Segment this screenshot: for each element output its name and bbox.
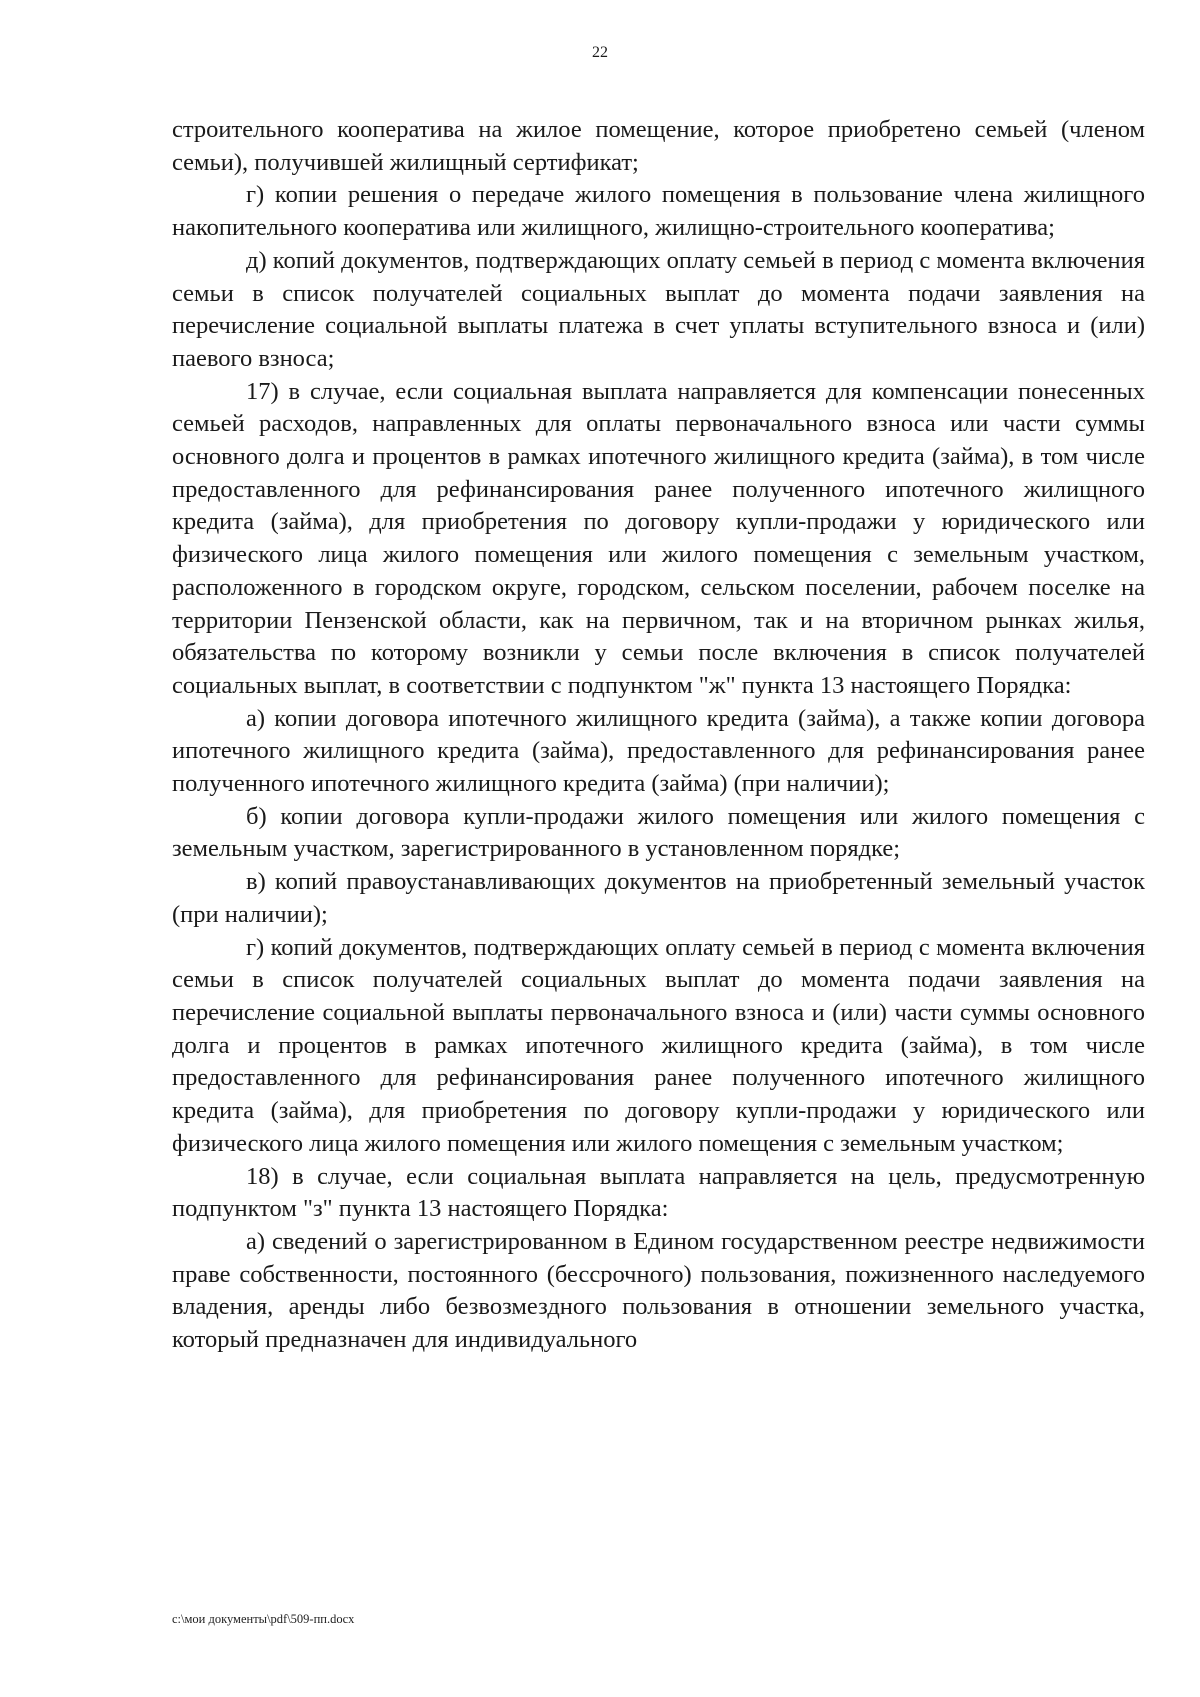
paragraph: а) сведений о зарегистрированном в Едином государственном реестре недвижимости праве собственности, постоянного (бессрочного) пользования, пожизненного наследуемого владения, аренды либо безвозмездного пользования в отношении земельного участка, который предназначен для индивидуального: [172, 1227, 1145, 1354]
paragraph: 17) в случае, если социальная выплата направляется для компенсации понесенных семьей расходов, направленных для оплаты первоначального взноса или части суммы основного долга и процентов в рамках ипотечного жилищного кредита (займа), в том числе предоставленного для рефинансирования ранее полученного ипотечного жилищного кредита (займа), для приобретения по договору купли-продажи у юридического или физического лица жилого помещения или жилого помещения с земельным участком, расположенного в городском округе, городском, сельском поселении, рабочем поселке на территории Пензенской области, как на первичном, так и на вторичном рынках жилья, обязательства по которому возникли у семьи после включения в список получателей социальных выплат, в соответствии с подпунктом "ж" пункта 13 настоящего Порядка:: [172, 377, 1145, 699]
document-body: [172, 114, 1145, 1357]
paragraph: в) копий правоустанавливающих документов на приобретенный земельный участок (при наличии);: [172, 868, 1145, 928]
paragraph: а) копии договора ипотечного жилищного кредита (займа), а также копии договора ипотечного жилищного кредита (займа), предоставленного для рефинансирования ранее полученного ипотечного жилищного кредита (займа) (при наличии);: [172, 704, 1145, 798]
paragraph: строительного кооператива на жилое помещение, которое приобретено семьей (членом семьи), получившей жилищный сертификат;: [172, 116, 1145, 176]
file-path-footer: c:\мои документы\pdf\509-пп.docx: [172, 1612, 355, 1626]
paragraph: д) копий документов, подтверждающих оплату семьей в период с момента включения семьи в список получателей социальных выплат до момента подачи заявления на перечисление социальной выплаты платежа в счет уплаты вступительного взноса и (или) паевого взноса;: [172, 246, 1145, 372]
page-number: 22: [592, 44, 608, 61]
paragraph: г) копий документов, подтверждающих оплату семьей в период с момента включения семьи в список получателей социальных выплат до момента подачи заявления на перечисление социальной выплаты первоначального взноса и (или) части суммы основного долга и процентов в рамках ипотечного жилищного кредита (займа), в том числе предоставленного для рефинансирования ранее полученного ипотечного жилищного кредита (займа), для приобретения по договору купли-продажи у юридического или физического лица жилого помещения или жилого помещения с земельным участком;: [172, 933, 1145, 1157]
paragraph: 18) в случае, если социальная выплата направляется на цель, предусмотренную подпунктом "з" пункта 13 настоящего Порядка:: [172, 1162, 1145, 1223]
paragraph: б) копии договора купли-продажи жилого помещения или жилого помещения с земельным участком, зарегистрированного в установленном порядке;: [172, 802, 1145, 863]
paragraph: г) копии решения о передаче жилого помещения в пользование члена жилищного накопительного кооператива или жилищного, жилищно-строительного кооператива;: [172, 181, 1145, 242]
